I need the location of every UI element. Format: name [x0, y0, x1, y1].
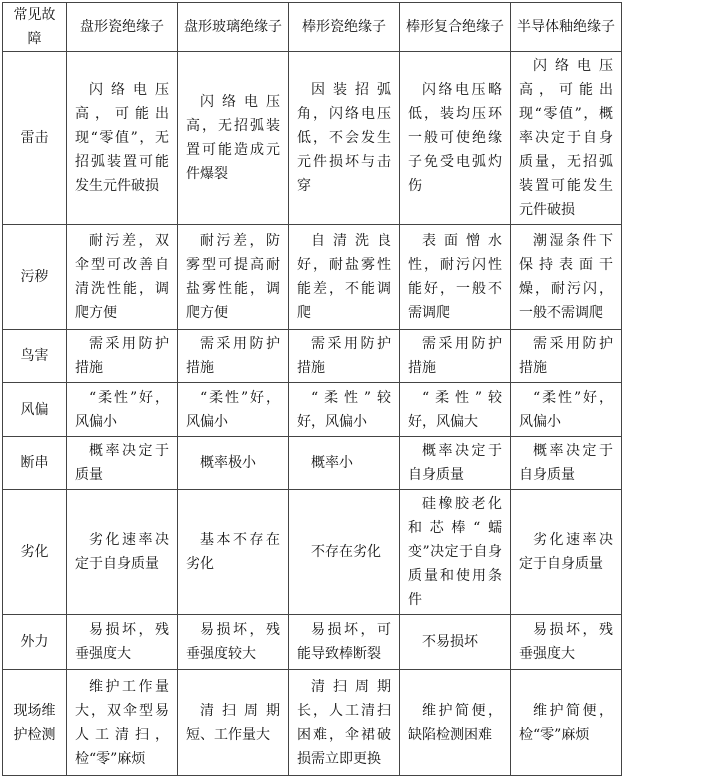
- row-header: 断串: [3, 437, 67, 490]
- table-cell: “柔性”好，风偏小: [178, 383, 289, 437]
- table-cell: 不易损坏: [400, 615, 511, 670]
- table-cell: 劣化速率决定于自身质量: [511, 490, 622, 615]
- table-cell: 维护简便，检“零”麻烦: [511, 670, 622, 776]
- table-row: [3, 52, 622, 225]
- row-header: 风偏: [3, 383, 67, 437]
- insulator-fault-comparison-table: [2, 2, 622, 776]
- table-cell: 易损坏，残垂强度大: [67, 615, 178, 670]
- table-cell: 闪络电压高，无招弧装置可能造成元件爆裂: [178, 52, 289, 225]
- table-cell: 清扫周期长，人工清扫困难，伞裙破损需立即更换: [289, 670, 400, 776]
- table-cell: 易损坏，可能导致棒断裂: [289, 615, 400, 670]
- table-cell: 耐污差，双伞型可改善自清洗性能，调爬方便: [67, 225, 178, 330]
- table-cell: “柔性”好，风偏小: [67, 383, 178, 437]
- table-cell: 清扫周期短、工作量大: [178, 670, 289, 776]
- table-row: [3, 383, 622, 437]
- table-cell: “柔性”较好，风偏大: [400, 383, 511, 437]
- table-row: [3, 330, 622, 383]
- table-cell: 闪络电压略低，装均压环一般可使绝缘子免受电弧灼伤: [400, 52, 511, 225]
- table-cell: “柔性”好，风偏小: [511, 383, 622, 437]
- row-header: 现场维护检测: [3, 670, 67, 776]
- header-fault: 常见故障: [3, 3, 67, 52]
- header-row: [3, 3, 622, 52]
- table-cell: 概率小: [289, 437, 400, 490]
- table-cell: 不存在劣化: [289, 490, 400, 615]
- table-cell: 概率极小: [178, 437, 289, 490]
- table-cell: 需采用防护措施: [67, 330, 178, 383]
- table-cell: 维护简便，缺陷检测困难: [400, 670, 511, 776]
- table-cell: 需采用防护措施: [400, 330, 511, 383]
- table-cell: 自清洗良好，耐盐雾性能差，不能调爬: [289, 225, 400, 330]
- row-header: 雷击: [3, 52, 67, 225]
- table-cell: 易损坏，残垂强度较大: [178, 615, 289, 670]
- table-row: [3, 437, 622, 490]
- row-header: 劣化: [3, 490, 67, 615]
- table-row: [3, 225, 622, 330]
- table-cell: 需采用防护措施: [289, 330, 400, 383]
- header-rod-porcelain: 棒形瓷绝缘子: [289, 3, 400, 52]
- table-cell: 概率决定于自身质量: [511, 437, 622, 490]
- table-cell: 易损坏，残垂强度大: [511, 615, 622, 670]
- table-cell: 闪络电压高，可能出现“零值”，概率决定于自身质量，无招弧装置可能发生元件破损: [511, 52, 622, 225]
- table-cell: 潮湿条件下保持表面干燥，耐污闪，一般不需调爬: [511, 225, 622, 330]
- table-cell: 硅橡胶老化和芯棒“蠕变”决定于自身质量和使用条件: [400, 490, 511, 615]
- table-row: [3, 670, 622, 776]
- table-cell: 劣化速率决定于自身质量: [67, 490, 178, 615]
- table-cell: 需采用防护措施: [178, 330, 289, 383]
- row-header: 外力: [3, 615, 67, 670]
- table-cell: 概率决定于自身质量: [400, 437, 511, 490]
- table-cell: 维护工作量大，双伞型易人工清扫，检“零”麻烦: [67, 670, 178, 776]
- header-disc-glass: 盘形玻璃绝缘子: [178, 3, 289, 52]
- row-header: 鸟害: [3, 330, 67, 383]
- table-cell: 概率决定于质量: [67, 437, 178, 490]
- header-disc-porcelain: 盘形瓷绝缘子: [67, 3, 178, 52]
- header-rod-composite: 棒形复合绝缘子: [400, 3, 511, 52]
- table-row: [3, 615, 622, 670]
- table-row: [3, 490, 622, 615]
- header-semiconductor-glaze: 半导体釉绝缘子: [511, 3, 622, 52]
- table-cell: 闪络电压高，可能出现“零值”，无招弧装置可能发生元件破损: [67, 52, 178, 225]
- table-cell: 需采用防护措施: [511, 330, 622, 383]
- table-cell: 基本不存在劣化: [178, 490, 289, 615]
- table-cell: 耐污差，防雾型可提高耐盐雾性能，调爬方便: [178, 225, 289, 330]
- table-cell: 因装招弧角，闪络电压低，不会发生元件损坏与击穿: [289, 52, 400, 225]
- table-cell: “柔性”较好，风偏小: [289, 383, 400, 437]
- table-cell: 表面憎水性，耐污闪性能好，一般不需调爬: [400, 225, 511, 330]
- row-header: 污秽: [3, 225, 67, 330]
